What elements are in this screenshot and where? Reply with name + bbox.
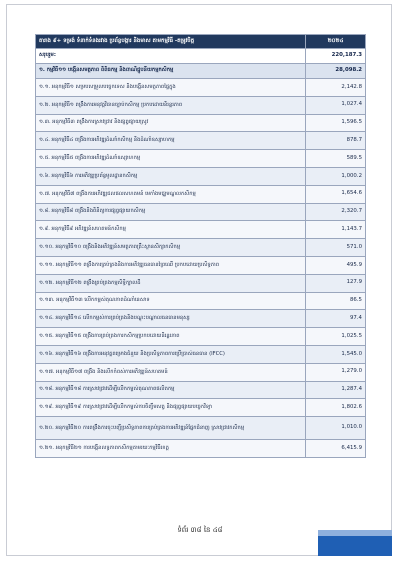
row-label: ១.១៤. អនុកម្មវិធី១៤ លើកកម្ពស់ការគ្រប់គ្រងនិងបណ្តុះបណ្តាលធនធានមនុស្ស [36,310,306,328]
row-label: ១.១១. អនុកម្មវិធី១១ ពង្រឹងការគ្រប់គ្រងនិងការអភិវឌ្ឍធនធានព្រៃឈើ ប្រកបដោយប្រសិទ្ធភាព [36,256,306,274]
row-value: 1,802.6 [306,399,366,417]
table-row [36,256,366,274]
section-row [36,64,366,79]
row-value: 2,142.8 [306,79,366,97]
budget-table [35,34,366,458]
page-number: ទំព័រ ៣៨ នៃ ៤៨ [177,526,223,534]
row-label: ១.៤. អនុកម្មវិធី៤ ពង្រឹងការអភិវឌ្ឍដំណាំកសិកម្ម និងដំណាំឧស្សាហកម្ម [36,132,306,150]
row-value: 1,000.2 [306,167,366,185]
row-label: ១.១៦. អនុកម្មវិធី១៦ ពង្រឹងការអនុវត្តគម្រោងជំនួយ និងប្រសិទ្ធភាពការប្រើប្រាស់ធនធាន (IFCC) [36,345,306,363]
row-value: 6,415.9 [306,440,366,458]
row-label: ១.៦. អនុកម្មវិធី៦ ការអភិវឌ្ឍប្រព័ន្ធមូលដ្ឋានកសិកម្ម [36,167,306,185]
row-value: 1,654.6 [306,185,366,203]
total-row [36,49,366,64]
row-label: ១.១៥. អនុកម្មវិធី១៥ ពង្រឹងការគ្រប់គ្រងការកសិកម្មប្រកបដោយនិរន្តរភាព [36,328,306,346]
table-row [36,310,366,328]
table-row [36,274,366,292]
row-value: 1,287.4 [306,381,366,399]
table-row [36,381,366,399]
row-label: ១.៩. អនុកម្មវិធី៩ អភិវឌ្ឍន៍សហគមន៍កសិកម្ម [36,221,306,239]
row-value: 97.4 [306,310,366,328]
table-row [36,363,366,381]
table-row [36,345,366,363]
table-row [36,150,366,168]
row-label: ១.១៩. អនុកម្មវិធី១៩ ការស្រាវជ្រាវដើម្បីលើកកម្ពស់ការចិញ្ចឹមសត្វ និងផ្សព្វផ្សាយបច្ចេកវិទ្យា [36,399,306,417]
total-label: សរុបរួម: [36,49,306,64]
table-row [36,292,366,310]
table-row [36,96,366,114]
table-header-label: តារាង ៩+ ទម្រង់ ទំនាក់ទំនងរវាង ប្រព័ន្ធបង្ការ និងមាស តាមកម្មវិធី -តម្រូវចិត្ត [36,35,306,49]
row-value: 1,010.0 [306,417,366,440]
row-label: ១.១៨. អនុកម្មវិធី១៨ ការស្រាវជ្រាវដើម្បីលើកកម្ពស់គុណភាពផលិតកម្ម [36,381,306,399]
table-row [36,440,366,458]
table-row [36,399,366,417]
total-value: 220,187.3 [306,49,366,64]
row-value: 1,143.7 [306,221,366,239]
row-value: 127.9 [306,274,366,292]
table-row [36,132,366,150]
row-label: ១.១. អនុកម្មវិធី១ សម្របសម្រួលបច្ចេកទេស និងបង្កើនសមត្ថភាពផ្ទៃក្នុង [36,79,306,97]
row-value: 495.9 [306,256,366,274]
row-label: ១.៨. អនុកម្មវិធី៨ ពង្រឹងនិងពិនិត្យការផ្សព្វផ្សាយកសិកម្ម [36,203,306,221]
table-header-row [36,35,366,49]
row-value: 878.7 [306,132,366,150]
table-row [36,185,366,203]
row-label: ១.១៧. អនុកម្មវិធី១៧ ពង្រឹង និងលើកកំពស់ការអភិវឌ្ឍន៍សហគមន៍ [36,363,306,381]
row-value: 1,027.4 [306,96,366,114]
row-value: 2,320.7 [306,203,366,221]
section-label: ១. កម្មវិធី១១ បង្កើនសមត្ថភាព ពិពិធកម្ម និងពាណិជ្ជូបនីយកម្មកសិកម្ម [36,64,306,79]
row-label: ១.១០. អនុកម្មវិធី១០ ពង្រឹងនិងអភិវឌ្ឍន៍សមត្ថភាពគ្រឹះស្ថានសិក្សាកសិកម្ម [36,239,306,257]
row-value: 1,025.5 [306,328,366,346]
section-value: 28,098.2 [306,64,366,79]
row-label: ១.១៣. អនុកម្មវិធី១៣ លើកកម្ពស់គុណភាពដំណាំនេសាទ [36,292,306,310]
row-value: 1,279.0 [306,363,366,381]
row-value: 1,596.5 [306,114,366,132]
table-row [36,239,366,257]
row-label: ១.៧. អនុកម្មវិធី៧ ពង្រឹងការអភិវឌ្ឍជលផលសហគមន៍ មេកាំងមជ្ឈមណ្ឌលកសិកម្ម [36,185,306,203]
table-header-year: ២០២៤ [306,35,366,49]
row-value: 86.5 [306,292,366,310]
table-row [36,167,366,185]
row-label: ១.៥. អនុកម្មវិធី៥ ពង្រឹងការអភិវឌ្ឍដំណាំឧស្សាហកម្ម [36,150,306,168]
row-label: ១.២. អនុកម្មវិធី១ ពង្រឹងការអនុវត្តវិធានច្បាប់កសិកម្ម ប្រកបដោយនិរន្តរភាព [36,96,306,114]
row-label: ១.១២. អនុកម្មវិធី១២ ពង្រឹងគ្រប់គ្រងកម្មសិទ្ធិក្បាលដី [36,274,306,292]
corner-accent [318,536,392,556]
table-row [36,114,366,132]
row-value: 571.0 [306,239,366,257]
row-value: 589.5 [306,150,366,168]
table-row [36,79,366,97]
table-row [36,221,366,239]
table-row [36,417,366,440]
table-row [36,328,366,346]
row-label: ១.២០. អនុកម្មវិធី២០ ការពង្រឹងការចុះបញ្ជីប្រសិទ្ធភាពការគ្រប់គ្រងការអភិវឌ្ឍន៍ផ្នែកជំនាញ ស្រាវជ្រាវកសិកម្ម [36,417,306,440]
row-label: ១.២១. អនុកម្មវិធី២១ ការបង្កើនលទ្ធភាពកសិកម្មតាមរយៈកម្មវិធីខេត្ត [36,440,306,458]
table-row [36,203,366,221]
row-value: 1,545.0 [306,345,366,363]
row-label: ១.៣. អនុកម្មវិធី៣ ពង្រឹងការស្រាវជ្រាវ និងផ្សព្វផ្សាយស្រូវ [36,114,306,132]
